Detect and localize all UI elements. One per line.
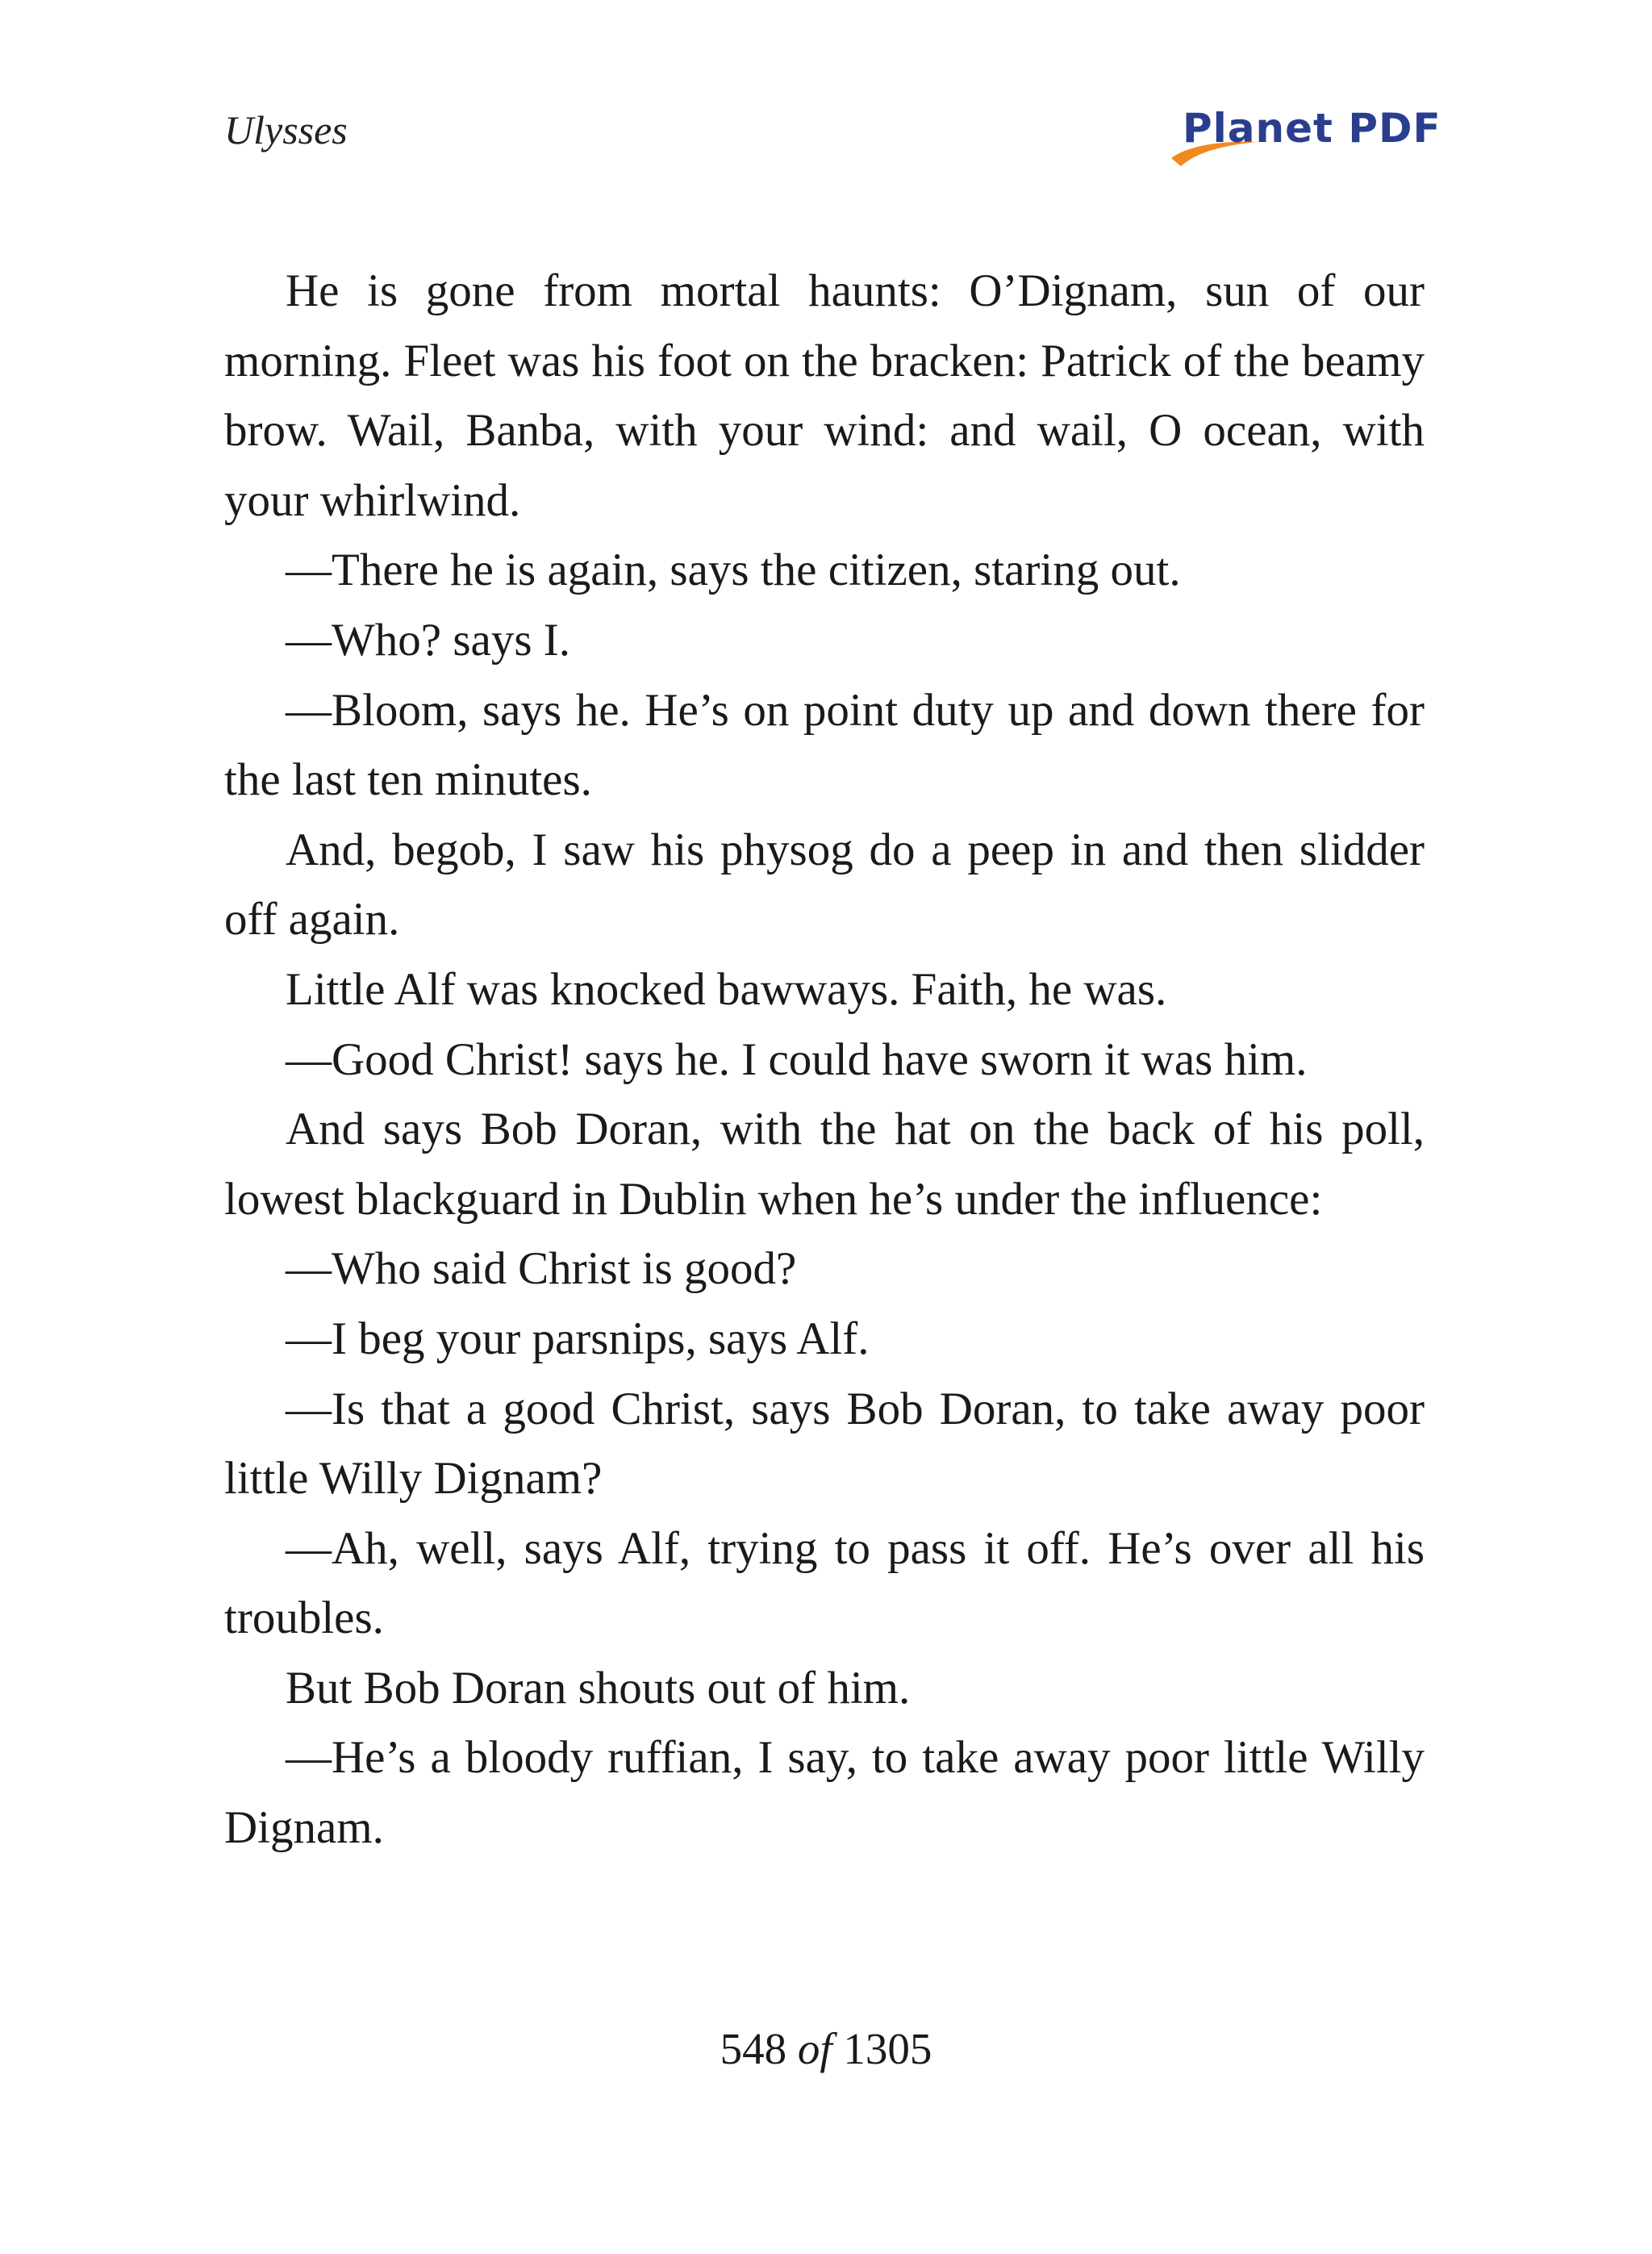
page-body [224, 257, 1425, 1864]
running-header-title: Ulysses [224, 107, 348, 152]
page-of-label: of [797, 2024, 832, 2073]
paragraph: —Who said Christ is good? [286, 1243, 797, 1295]
logo-text: Planet PDF [1183, 105, 1441, 152]
paragraph: And, begob, I saw his physog do a peep in and then slidder off again. [224, 824, 1425, 945]
total-page-count: 1305 [843, 2024, 932, 2073]
paragraph: —Who? says I. [286, 614, 570, 666]
paragraph: —I beg your parsnips, says Alf. [286, 1313, 870, 1364]
paragraph: But Bob Doran shouts out of him. [286, 1662, 911, 1713]
paragraph: —He’s a bloody ruffian, I say, to take away poor little Willy Dignam. [224, 1732, 1425, 1854]
page-number-footer [0, 2023, 1652, 2074]
planet-pdf-logo [1162, 98, 1441, 171]
paragraph: —There he is again, says the citizen, staring out. [286, 545, 1181, 596]
current-page-number: 548 [720, 2024, 787, 2073]
paragraph: Little Alf was knocked bawways. Faith, he was. [286, 963, 1167, 1015]
paragraph: —Bloom, says he. He’s on point duty up and down there for the last ten minutes. [224, 684, 1425, 806]
paragraph: —Ah, well, says Alf, trying to pass it off. He’s over all his troubles. [224, 1522, 1425, 1644]
paragraph: And says Bob Doran, with the hat on the back of his poll, lowest blackguard in Dublin when he’s under the influence: [224, 1104, 1425, 1225]
paragraph: He is gone from mortal haunts: O’Dignam, sun of our morning. Fleet was his foot on the bracken: Patrick of the beamy brow. Wail, Banba, with your wind: and wail, O ocean, with your whirlwind. [224, 265, 1425, 526]
paragraph: —Good Christ! says he. I could have sworn it was him. [286, 1033, 1308, 1085]
paragraph: —Is that a good Christ, says Bob Doran, to take away poor little Willy Dignam? [224, 1383, 1425, 1505]
